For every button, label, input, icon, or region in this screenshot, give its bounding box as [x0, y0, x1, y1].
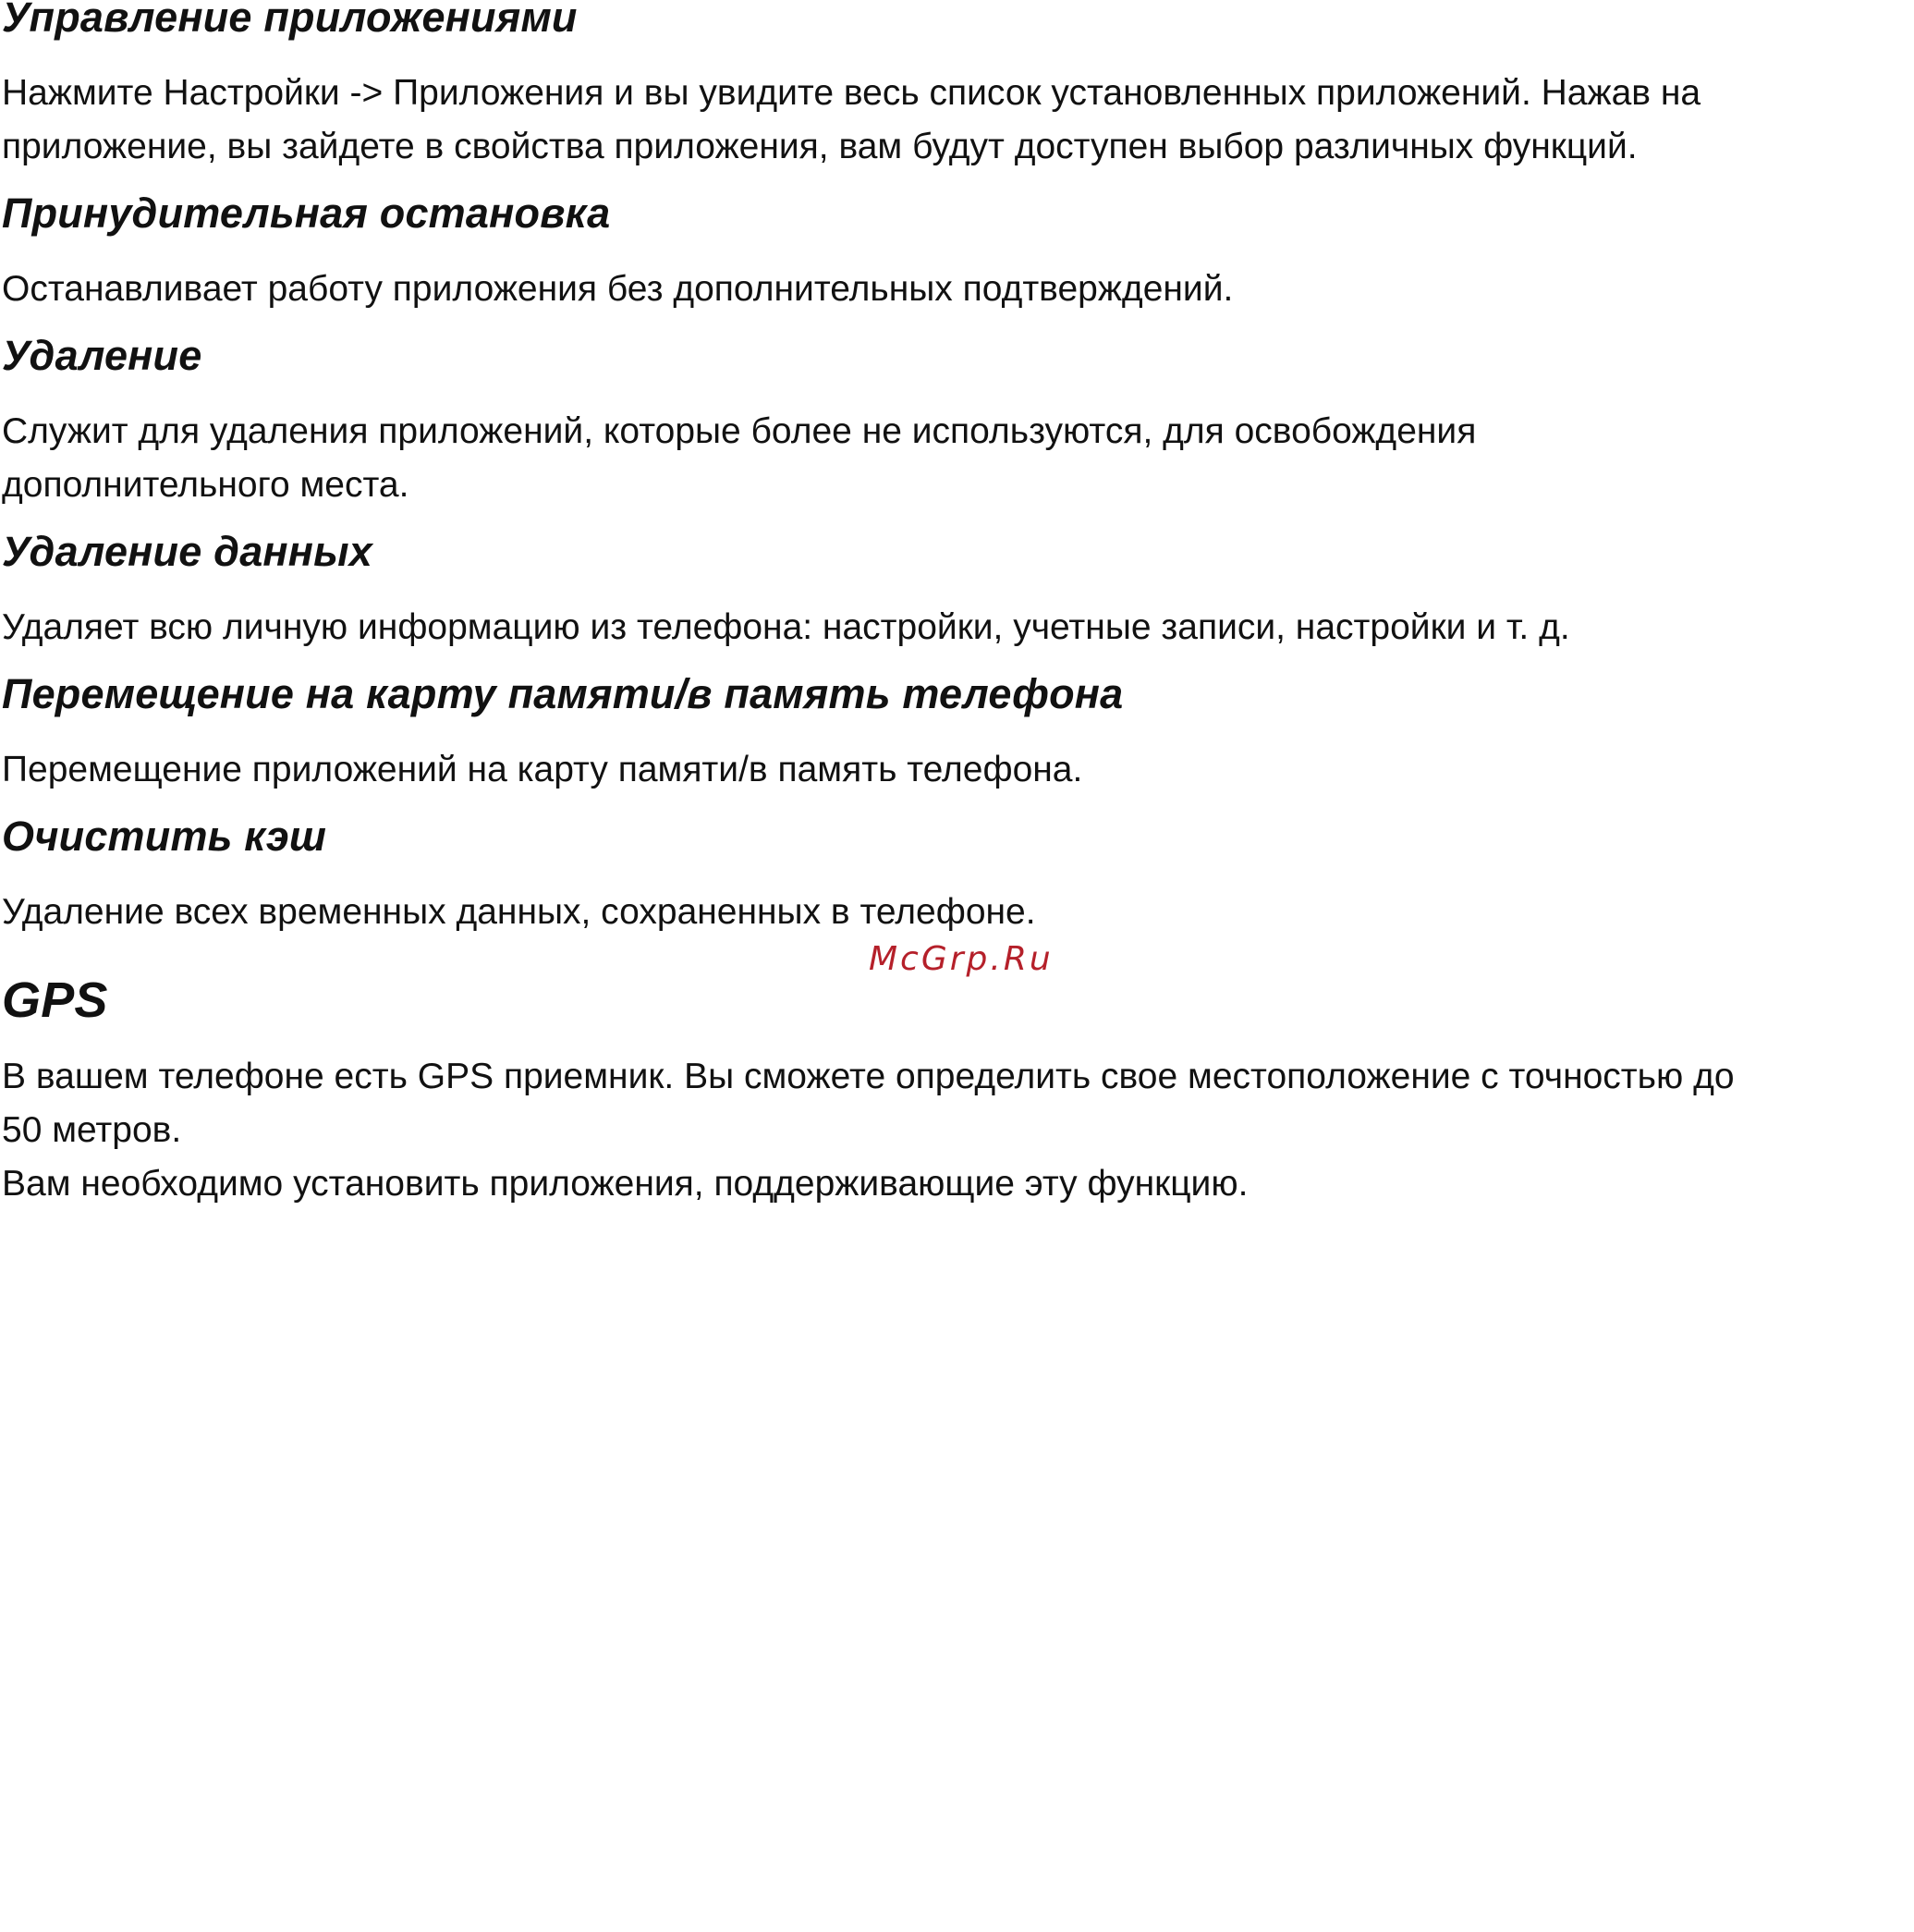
gps-line-3: Вам необходимо установить приложения, поддерживающие эту функцию.: [2, 1164, 1249, 1204]
heading-force-stop: Принудительная остановка: [2, 190, 611, 237]
heading-app-management: Управление приложениями: [2, 0, 578, 41]
heading-move: Перемещение на карту памяти/в память телефона: [2, 670, 1124, 717]
clear-cache-line-1: Удаление всех временных данных, сохраненных в телефоне.: [2, 892, 1036, 932]
gps-line-1: В вашем телефоне есть GPS приемник. Вы сможете определить свое местоположение с точностью до: [2, 1057, 1735, 1096]
clear-data-line-1: Удаляет всю личную информацию из телефона: настройки, учетные записи, настройки и т. д.: [2, 607, 1570, 647]
watermark: McGrp.Ru: [869, 940, 1054, 978]
uninstall-line-1: Служит для удаления приложений, которые более не используются, для освобождения: [2, 411, 1477, 451]
heading-uninstall: Удаление: [2, 332, 202, 379]
heading-clear-data: Удаление данных: [2, 528, 373, 575]
gps-line-2: 50 метров.: [2, 1110, 182, 1150]
move-line-1: Перемещение приложений на карту памяти/в память телефона.: [2, 750, 1083, 789]
force-stop-line-1: Останавливает работу приложения без дополнительных подтверждений.: [2, 269, 1234, 309]
app-management-line-1: Нажмите Настройки -> Приложения и вы увидите весь список установленных приложений. Нажав на: [2, 73, 1701, 113]
heading-clear-cache: Очистить кэш: [2, 813, 327, 860]
app-management-line-2: приложение, вы зайдете в свойства приложения, вам будут доступен выбор различных функций.: [2, 127, 1638, 166]
heading-gps: GPS: [2, 972, 108, 1028]
uninstall-line-2: дополнительного места.: [2, 465, 409, 505]
